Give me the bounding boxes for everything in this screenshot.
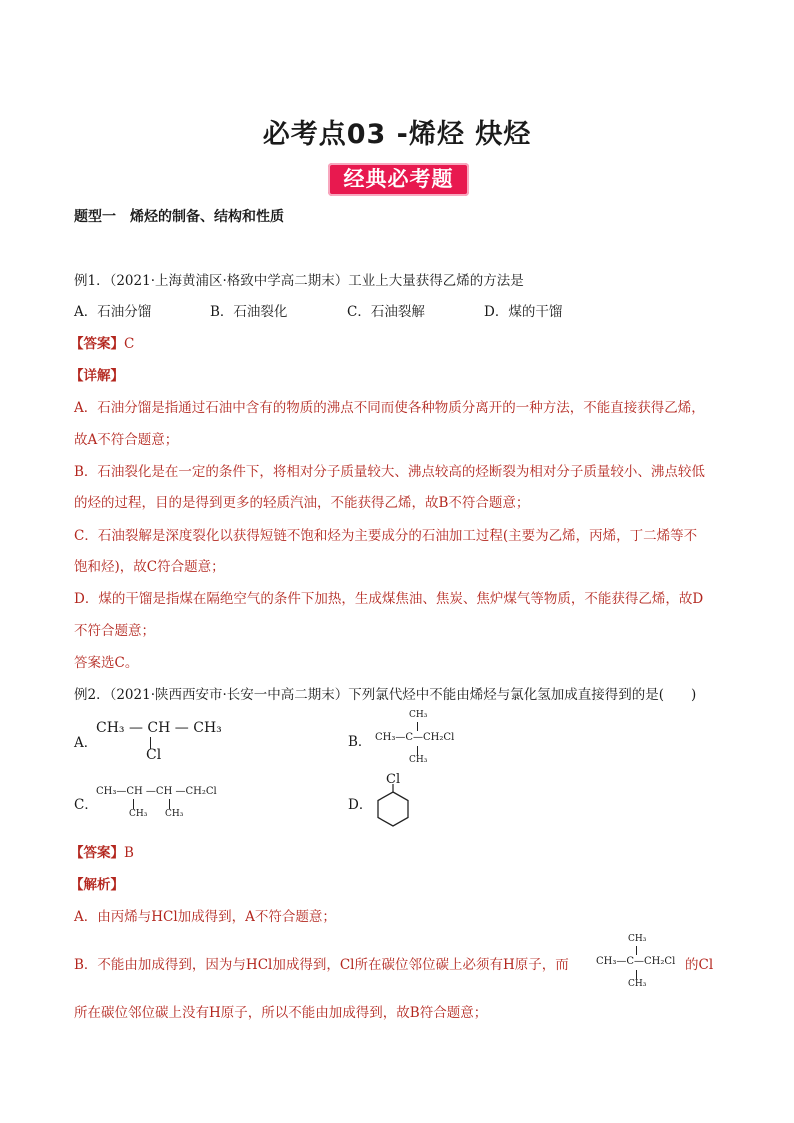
structure-b-top: CH₃ [409,710,428,720]
inline-structure-bond-top [636,946,637,955]
q1-detail-line: B．石油裂化是在一定的条件下，将相对分子质量较大、沸点较高的烃断裂为相对分子质量较小、沸点较低 [74,464,705,480]
q1-detail-line: C．石油裂解是深度裂化以获得短链不饱和烃为主要成分的石油加工过程(主要为乙烯，丙烯，丁二烯等不 [74,528,698,544]
q1-option-c: C．石油裂解 [347,304,425,320]
q2-option-a-label: A． [74,735,98,751]
q2-option-d-label: D． [348,797,373,813]
structure-c-bond2 [169,799,170,809]
q1-option-b: B．石油裂化 [210,304,288,320]
q1-detail-line: 答案选C。 [74,655,139,671]
structure-d-sub: Cl [386,772,401,787]
inline-structure-bond-bottom [636,970,637,979]
q1-detail-line: D．煤的干馏是指煤在隔绝空气的条件下加热，生成煤焦油、焦炭、焦炉煤气等物质，不能获得乙烯，故D [74,591,704,607]
structure-a [96,720,222,736]
structure-c-sub1: CH₃ [129,809,148,819]
structure-a-main: CH₃ — CH — CH₃ [96,720,222,736]
q1-answer [70,334,134,354]
q2-detail-label: 【解析】 [70,877,124,893]
q2-stem: 例2．（2021·陕西西安市·长安一中高二期末）下列氯代烃中不能由烯烃与氯化氢加成直接得到的是( ) [74,687,697,703]
structure-c-sub2: CH₃ [165,809,184,819]
q2-answer [70,843,134,863]
q2-option-c-label: C． [74,797,98,813]
q2-detail-line-b1-tail: 的Cl [685,957,714,973]
page-title: 必考点03 -烯烃 炔烃 [262,119,532,150]
q2-detail-line-b1: B．不能由加成得到，因为与HCl加成得到，Cl所在碳位邻位碳上必须有H原子，而 [74,957,569,973]
section-heading: 题型一 烯烃的制备、结构和性质 [74,209,284,225]
q1-option-a: A．石油分馏 [74,304,152,320]
inline-structure-top: CH₃ [628,934,647,944]
q1-stem: 例1．（2021·上海黄浦区·格致中学高二期末）工业上大量获得乙烯的方法是 [74,273,524,289]
q1-detail-line: A．石油分馏是指通过石油中含有的物质的沸点不同而使各种物质分离开的一种方法，不能直接获得乙烯， [74,400,705,416]
classic-badge: 经典必考题 [328,163,469,196]
structure-b-bond-bottom [417,746,418,755]
structure-b-bottom: CH₃ [409,755,428,765]
structure-a-sub: Cl [146,747,162,763]
q1-detail-line: 故A不符合题意； [74,432,179,448]
inline-structure-main: CH₃—C—CH₂Cl [596,956,676,967]
q1-option-d: D．煤的干馏 [484,304,563,320]
answer-value: C [124,336,135,352]
q2-detail-line-a: A．由丙烯与HCl加成得到，A不符合题意； [74,909,336,925]
cyclohexane-ring [374,784,414,830]
structure-b-main: CH₃—C—CH₂Cl [375,732,455,743]
q1-detail-line: 的烃的过程，目的是得到更多的轻质汽油，不能获得乙烯，故B不符合题意； [74,495,530,511]
q1-detail-line: 不符合题意； [74,623,155,639]
q2-detail-line-b2: 所在碳位邻位碳上没有H原子，所以不能由加成得到，故B符合题意； [74,1005,488,1021]
structure-c-main: CH₃—CH —CH —CH₂Cl [96,786,217,797]
q1-detail-label: 【详解】 [70,368,124,384]
structure-c-bond1 [133,799,134,809]
q1-detail-line: 饱和烃)，故C符合题意； [74,559,225,575]
answer-label: 【答案】 [70,336,124,352]
structure-b-bond-top [417,722,418,731]
answer-value: B [124,845,134,861]
q2-option-b-label: B． [348,734,372,750]
answer-label: 【答案】 [70,845,124,861]
inline-structure-bottom: CH₃ [628,979,647,989]
